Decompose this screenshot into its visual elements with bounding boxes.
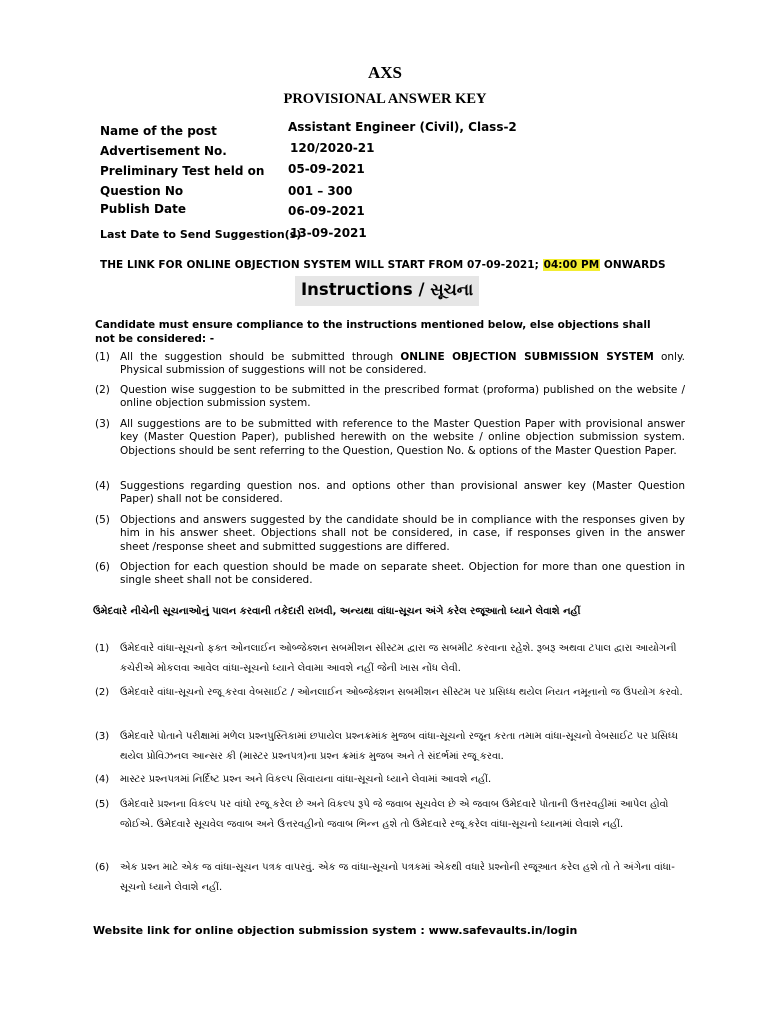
gujarati-heading: ઉમેદવારે નીચેની સૂચનાઓનું પાલન કરવાની તકેદારી રાખવી, અન્યથા વાંધા-સૂચન અંગે કરેલ રજૂઆતો ધ્યાને લેવાશે નહીં (93, 606, 581, 617)
item-text: માસ્ટર પ્રશ્નપત્રમાં નિર્દિષ્ટ પ્રશ્ન અને વિકલ્પ સિવાયના વાંધા-સૂચનો ધ્યાને લેવામાં આવશે નહીં. (120, 774, 492, 785)
item-number: (2) (95, 687, 110, 698)
item-text: Objections and answers suggested by the candidate should be in compliance with the responses given by him in his answer sheet. Objections shall not be considered, in case, if responses given in the answer sheet /response sheet and submitted suggestions are differed. (120, 514, 685, 553)
gujarati-list-item (95, 639, 687, 679)
item-text-post: only. Physical submission of suggestions will not be considered. (120, 351, 686, 377)
list-item (95, 480, 685, 507)
list-item (95, 514, 685, 554)
page-subtitle: PROVISIONAL ANSWER KEY (283, 91, 487, 107)
gujarati-list-item (95, 727, 687, 767)
item-text: Objection for each question should be made on separate sheet. Objection for more than one question in single sheet shall not be considered. (120, 561, 685, 587)
item-number: (5) (95, 799, 110, 810)
list-item (95, 418, 685, 458)
notice-text: THE LINK FOR ONLINE OBJECTION SYSTEM WILL START FROM 07-09-2021; (100, 259, 543, 271)
item-text-bold: ONLINE OBJECTION SUBMISSION SYSTEM (400, 351, 654, 363)
list-item (95, 351, 685, 378)
instructions-intro: Candidate must ensure compliance to the instructions mentioned below, else objections shall not be considered: - (95, 319, 651, 345)
item-text: ઉમેદવારે વાંધા-સૂચનો રજૂ કરવા વેબસાઈટ / ઓનલાઈન ઓબ્જેક્શન સબમીશન સીસ્ટમ પર પ્રસિધ્ધ થયેલ નિયત નમૂનાનો જ ઉપયોગ કરવો. (120, 687, 683, 698)
item-number: (5) (95, 514, 110, 526)
question-no-label: Question No (100, 184, 184, 198)
item-text: All suggestions are to be submitted with reference to the Master Question Paper with provisional answer key (Master Question Paper), published herewith on the website / online objection submission system. Objections should be sent referring to the Question, Question No. & options of the Master Question Paper. (120, 418, 685, 457)
instructions-heading: Instructions / સૂચના (295, 276, 479, 306)
question-no-value: 001 – 300 (288, 184, 353, 198)
item-number: (6) (95, 561, 110, 573)
notice-time-highlight: 04:00 PM (543, 259, 600, 271)
item-text: ઉમેદવારે પ્રશ્નના વિકલ્પ પર વાંધો રજૂ કરેલ છે અને વિકલ્પ રૂપે જે જવાબ સૂચવેલ છે એ જવાબ ઉમેદવારે પોતાની ઉત્તરવહીમાં આપેલ હોવો જોઈએ. ઉમેદવારે સૂચવેલ જવાબ અને ઉત્તરવહીનો જવાબ ભિન્ન હશે તો ઉમેદવારે રજૂ કરેલ વાંધા-સૂચનો ધ્યાનમાં લેવાશે નહીં. (120, 799, 669, 830)
list-item (95, 384, 685, 411)
item-number: (4) (95, 774, 110, 785)
publish-date-value: 06-09-2021 (288, 204, 365, 218)
item-text: Question wise suggestion to be submitted in the prescribed format (proforma) published on the website / online objection submission system. (120, 384, 685, 410)
post-value: Assistant Engineer (Civil), Class-2 (288, 120, 517, 134)
item-number: (4) (95, 480, 110, 492)
gujarati-list-item (95, 795, 687, 835)
test-date-value: 05-09-2021 (288, 162, 365, 176)
item-number: (3) (95, 731, 110, 742)
post-label: Name of the post (100, 124, 217, 138)
last-date-value: 13-09-2021 (290, 226, 367, 240)
website-link-line: Website link for online objection submission system : www.safevaults.in/login (93, 924, 578, 937)
item-text: ઉમેદવારે વાંધા-સૂચનો ફક્ત ઓનલાઈન ઓબ્જેક્શન સબમીશન સીસ્ટમ દ્વારા જ સબમીટ કરવાના રહેશે. રૂબરૂ અથવા ટપાલ દ્વારા આયોગની કચેરીએ મોકલવા આવેલ વાંધા-સૂચનો ધ્યાને લેવામા આવશે નહીં જેની ખાસ નોંધ લેવી. (120, 643, 677, 674)
item-number: (6) (95, 862, 110, 873)
advertisement-value: 120/2020-21 (290, 141, 375, 155)
gujarati-list-item (95, 858, 687, 898)
item-number: (2) (95, 384, 110, 396)
item-number: (1) (95, 351, 110, 363)
item-text: ઉમેદવારે પોતાને પરીક્ષામાં મળેલ પ્રશ્નપુસ્તિકામાં છપાયેલ પ્રશ્નક્રમાંક મુજબ વાંધા-સૂચનો રજૂન કરતા તમામ વાંધા-સૂચનો વેબસાઈટ પર પ્રસિધ્ધ થયેલ પ્રોવિઝનલ આન્સર કી (માસ્ટર પ્રશ્નપત્ર)ના પ્રશ્ન ક્રમાંક મુજબ અને તે સંદર્ભમાં રજૂ કરવા. (120, 731, 678, 762)
gujarati-list-item (95, 683, 687, 703)
list-item (95, 561, 685, 588)
item-number: (3) (95, 418, 110, 430)
test-date-label: Preliminary Test held on (100, 164, 265, 178)
item-text-pre: All the suggestion should be submitted through (120, 351, 401, 363)
item-text (120, 351, 685, 378)
item-text: Suggestions regarding question nos. and options other than provisional answer key (Master Question Paper) shall not be considered. (120, 480, 685, 506)
item-number: (1) (95, 643, 110, 654)
item-text: એક પ્રશ્ન માટે એક જ વાંધા-સૂચન પત્રક વાપરવું. એક જ વાંધા-સૂચનો પત્રકમાં એકથી વધારે પ્રશ્નોની રજૂઆત કરેલ હશે તો તે અંગેના વાંધા-સૂચનો ધ્યાને લેવાશે નહીં. (120, 862, 675, 893)
notice-text-end: ONWARDS (600, 259, 666, 271)
objection-link-notice (100, 259, 666, 271)
publish-date-label: Publish Date (100, 202, 186, 216)
gujarati-list-item (95, 770, 687, 790)
last-date-label: Last Date to Send Suggestion(s) (100, 228, 302, 241)
advertisement-label: Advertisement No. (100, 144, 227, 158)
page-title: AXS (367, 63, 402, 82)
